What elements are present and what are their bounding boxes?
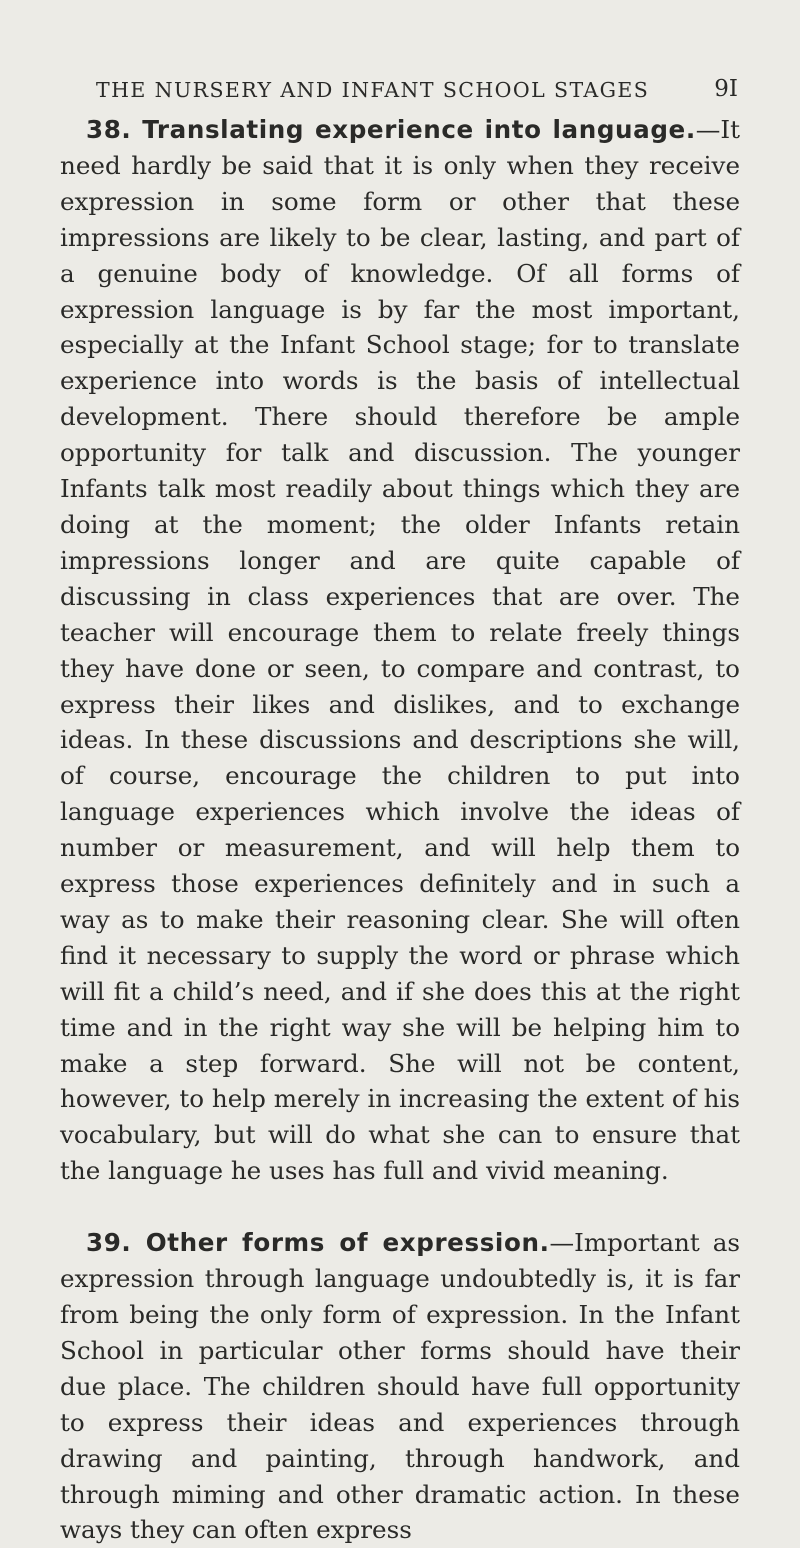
section-39-number: 39. — [86, 1228, 132, 1258]
section-38-paragraph — [60, 112, 740, 1189]
section-39-title: Other forms of expression. — [145, 1228, 550, 1258]
section-39-heading — [86, 1228, 550, 1257]
section-39-body: Important as expression through language undoubtedly is, it is far from being the only form of expression. In the Infant School in particular other forms should have their due place. The children should have full opportunity to express their ideas and experiences through drawing and painting, through handwork, and through miming and other dramatic action. In these ways they can often express — [60, 1228, 740, 1545]
running-head — [60, 72, 740, 112]
section-38-heading — [86, 115, 696, 144]
section-38-title: Translating experience into language. — [142, 115, 696, 144]
section-38-dash: — — [695, 115, 721, 144]
running-head-title: THE NURSERY AND INFANT SCHOOL STAGES — [96, 78, 650, 102]
section-38-number: 38. — [86, 115, 132, 144]
section-38-body: It need hardly be said that it is only when they receive expression in some form or other that these impressions are likely to be clear, lasting, and part of a genuine body of knowledge. Of all forms of expression language is by far the most important, especially at the Infant School stage; for to translate experience into words is the basis of intellectual development. There should therefore be ample opportunity for talk and discussion. The younger Infants talk most readily about things which they are doing at the moment; the older Infants retain impressions longer and are quite capable of discussing in class experiences that are over. The teacher will encourage them to relate freely things they have done or seen, to compare and contrast, to express their likes and dislikes, and to exchange ideas. In these discussions and descriptions she will, of course, encourage the children to put into language experiences which involve the ideas of number or measurement, and will help them to express those experiences definitely and in such a way as to make their reasoning clear. She will often find it necessary to supply the word or phrase which will fit a child’s need, and if she does this at the right time and in the right way she will be helping him to make a step forward. She will not be content, however, to help merely in increasing the extent of his vocabulary, but will do what she can to ensure that the language he uses has full and vivid meaning. — [60, 115, 740, 1186]
page-number: 9I — [714, 76, 738, 102]
section-39-paragraph — [60, 1225, 740, 1548]
section-39-dash: — — [549, 1228, 575, 1258]
